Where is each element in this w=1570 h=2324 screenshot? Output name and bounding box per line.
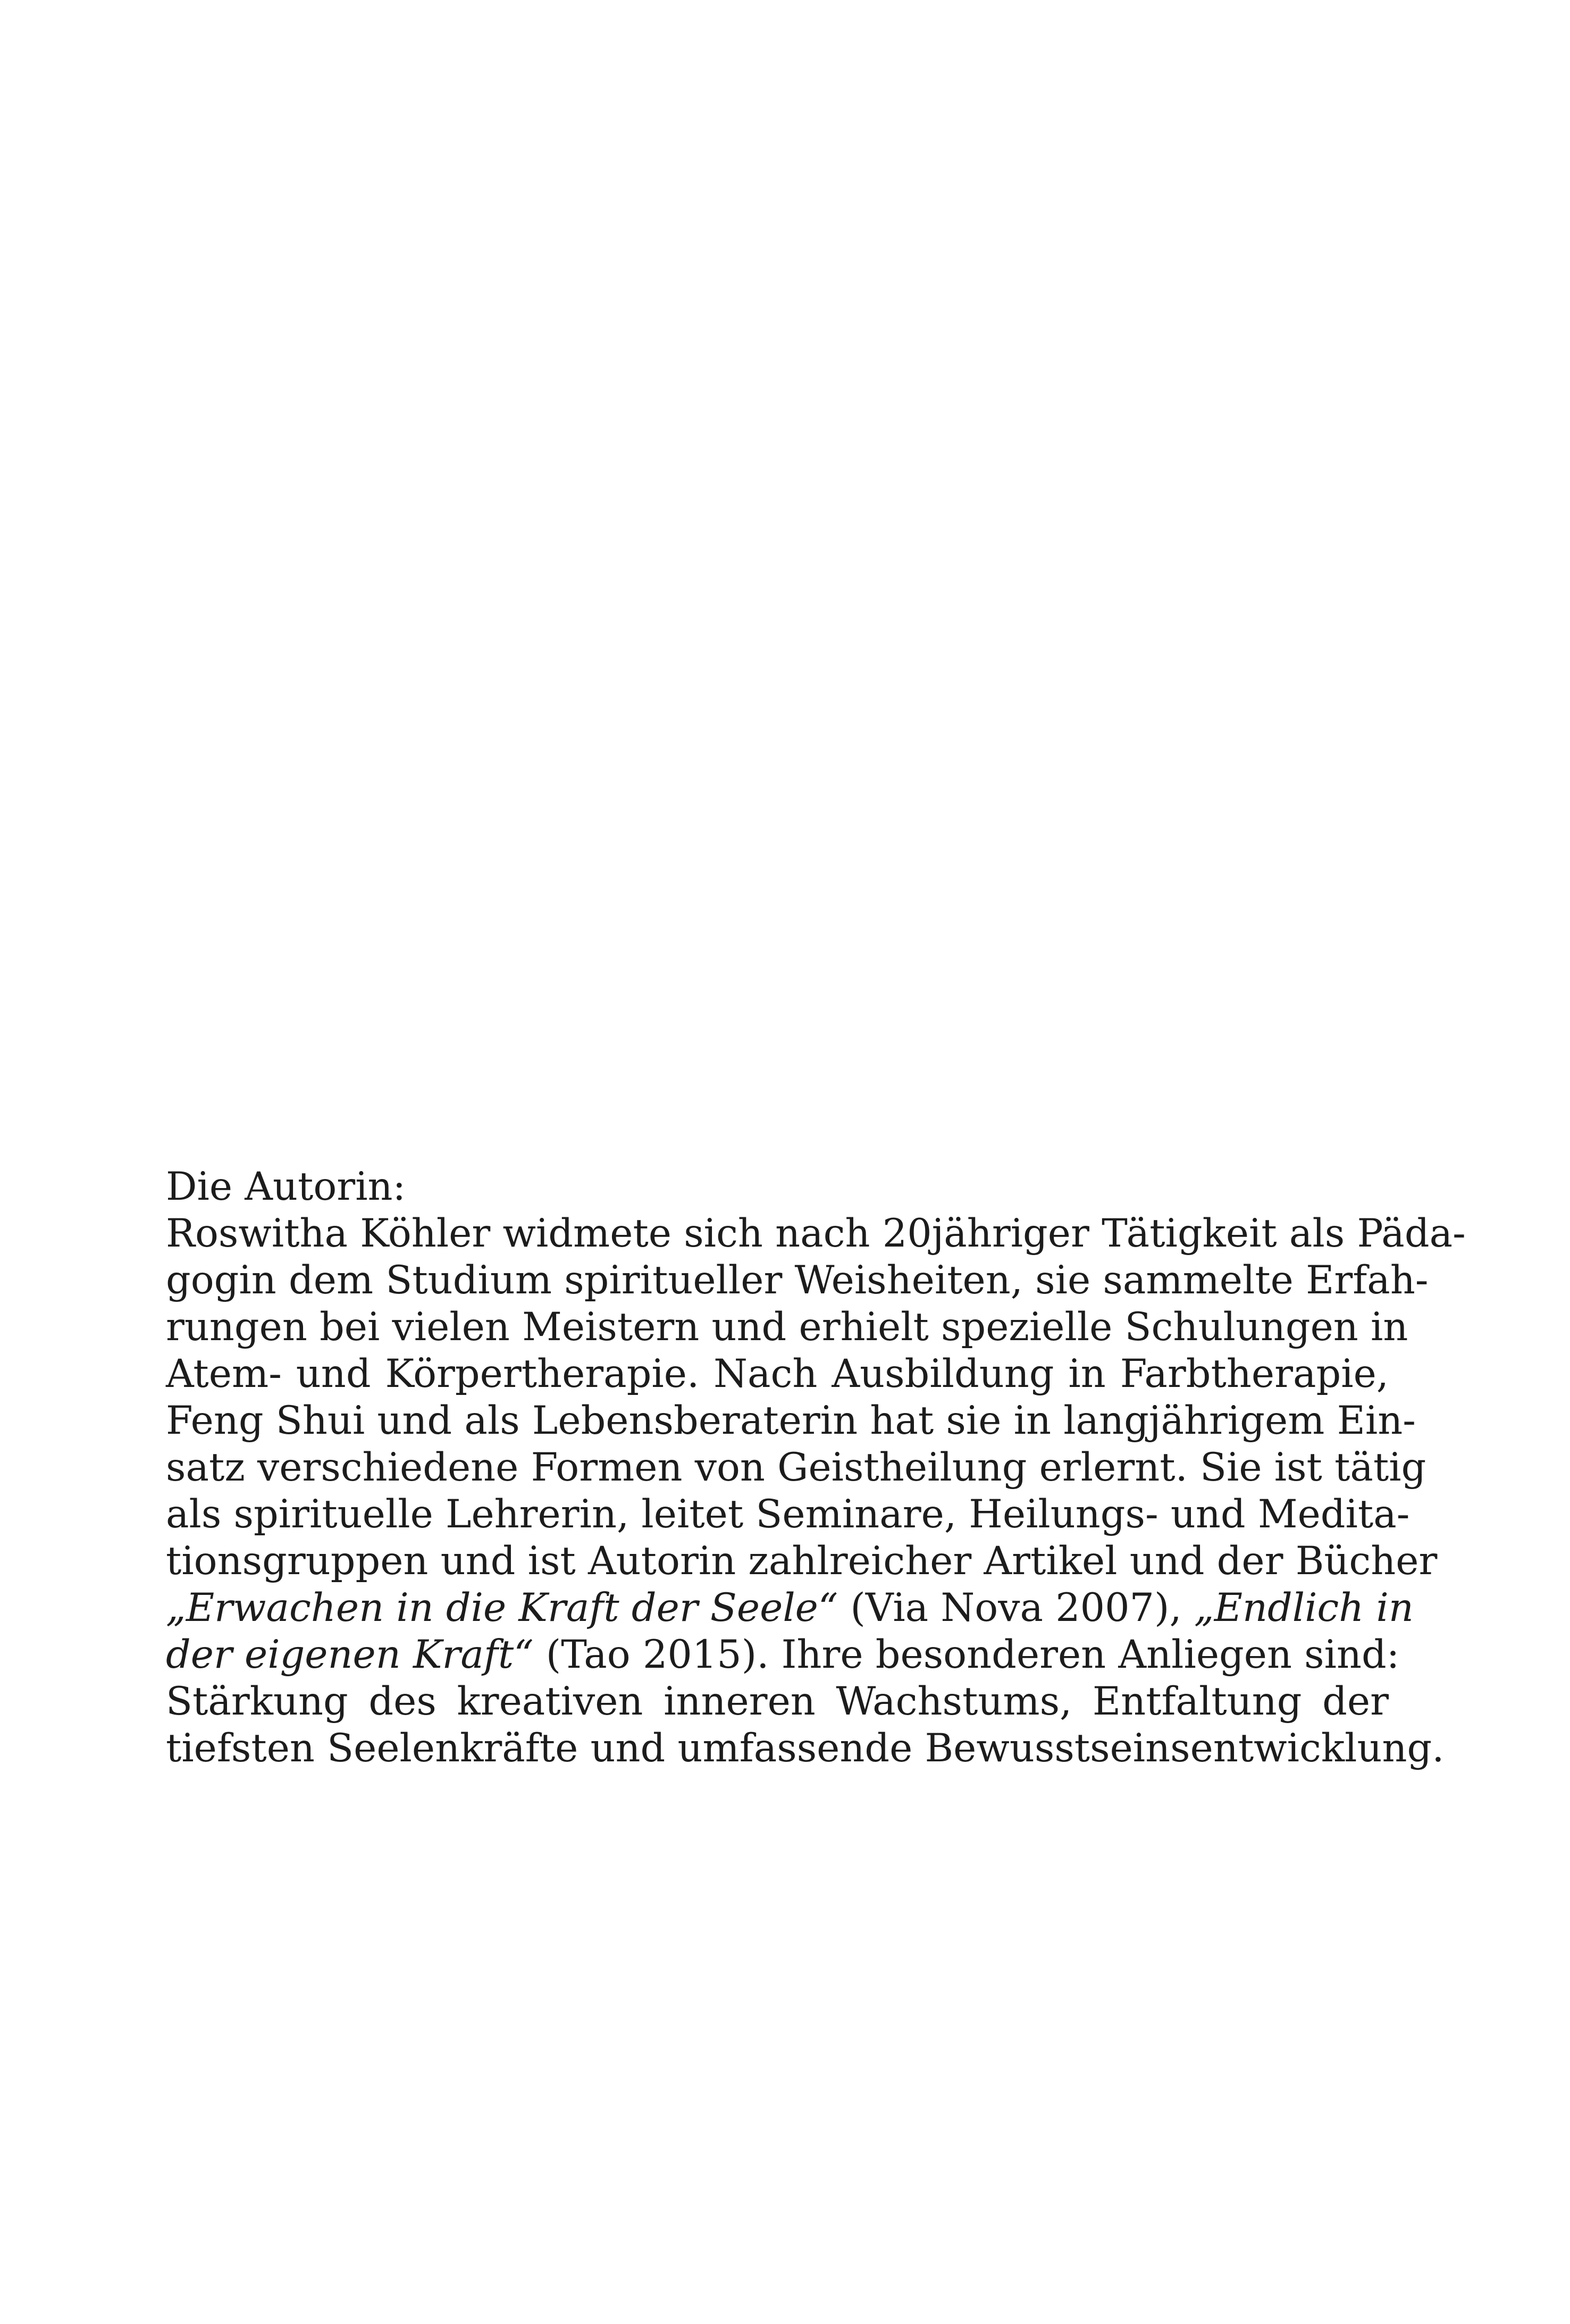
bio-line (166, 1257, 1429, 1304)
bio-text: rungen bei vielen Meistern und erhielt spezielle Schulungen in (166, 1305, 1408, 1350)
bio-text: (Tao 2015). Ihre besonderen Anliegen sind: (533, 1632, 1400, 1677)
book-title: der eigenen Kraft“ (166, 1632, 534, 1677)
bio-line (166, 1725, 1445, 1772)
bio-text: tionsgruppen und ist Autorin zahlreicher Artikel und der Bücher (166, 1539, 1438, 1584)
bio-text: (Via Nova 2007), (838, 1585, 1194, 1631)
book-title: „Erwachen in die Kraft der Seele“ (166, 1585, 838, 1631)
bio-line (166, 1304, 1408, 1351)
bio-line (166, 1351, 1389, 1398)
bio-text: Roswitha Köhler widmete sich nach 20jähriger Tätigkeit als Päda- (166, 1211, 1466, 1256)
bio-line (166, 1210, 1466, 1257)
bio-paragraph (166, 1210, 1466, 1772)
bio-line (166, 1585, 1414, 1632)
bio-line (166, 1538, 1438, 1585)
bio-heading: Die Autorin: (166, 1164, 406, 1209)
bio-text: Atem- und Körpertherapie. Nach Ausbildung in Farbtherapie, (166, 1351, 1389, 1397)
bio-line (166, 1491, 1410, 1538)
bio-text: satz verschiedene Formen von Geistheilung erlernt. Sie ist tätig (166, 1445, 1426, 1490)
bio-text: als spirituelle Lehrerin, leitet Seminare, Heilungs- und Medita- (166, 1492, 1410, 1537)
book-title: „Endlich in (1194, 1585, 1414, 1631)
bio-line (166, 1632, 1400, 1678)
bio-text: Stärkung des kreativen inneren Wachstums, Entfaltung der (166, 1679, 1389, 1724)
author-bio (166, 1164, 1466, 1772)
bio-text: gogin dem Studium spiritueller Weisheiten, sie sammelte Erfah- (166, 1258, 1429, 1303)
bio-line (166, 1678, 1389, 1725)
bio-line (166, 1444, 1426, 1491)
bio-text: tiefsten Seelenkräfte und umfassende Bewusstseinsentwicklung. (166, 1726, 1445, 1771)
bio-text: Feng Shui und als Lebensberaterin hat sie in langjährigem Ein- (166, 1398, 1416, 1443)
bio-line (166, 1398, 1416, 1444)
